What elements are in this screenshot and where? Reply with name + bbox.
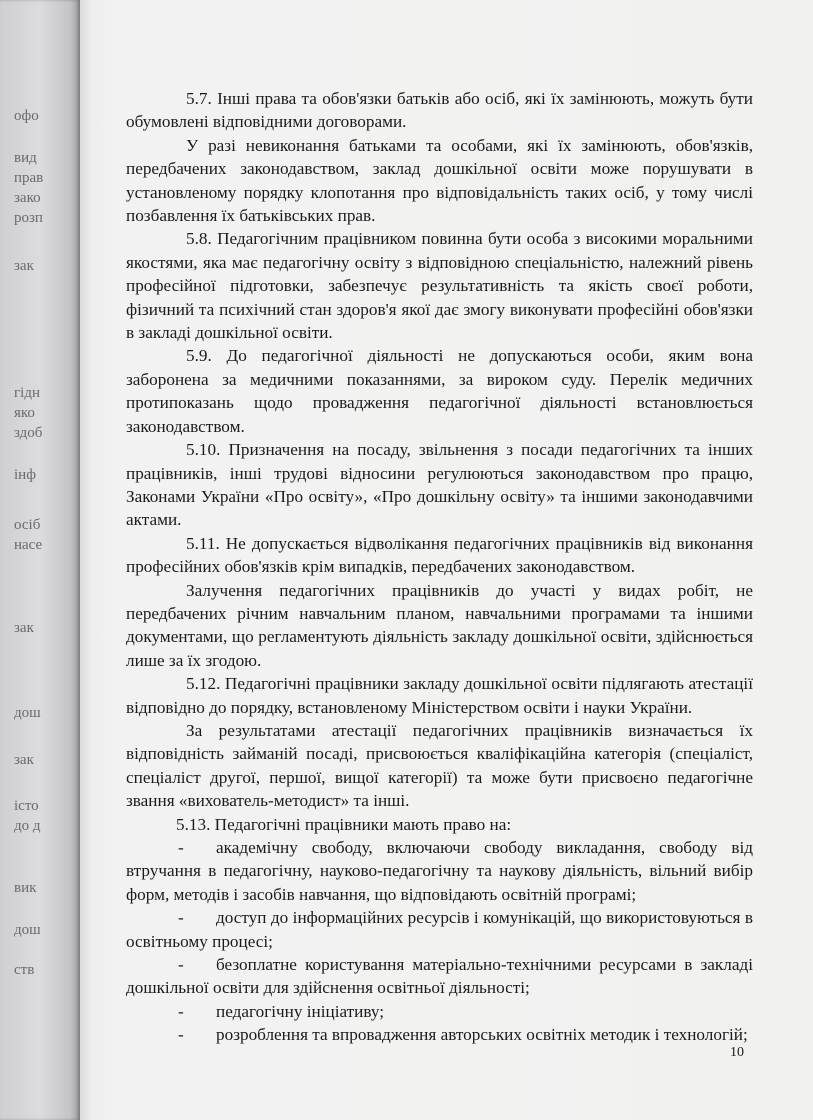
left-page-fragment: офо xyxy=(14,108,39,124)
left-page-fragment: вик xyxy=(14,880,37,896)
previous-page-edge xyxy=(0,0,80,1120)
paragraph: 5.10. Призначення на посаду, звільнення з посади педагогічних та інших працівників, інші трудові відносини регулюються законодавством про працю, Законами України «Про освіту», «Про дошкільну освіту» та іншими законодавчими актами. xyxy=(126,440,753,530)
list-item xyxy=(126,836,753,906)
left-page-fragment: гідн xyxy=(14,385,40,401)
left-page-fragment: дош xyxy=(14,922,41,938)
left-page-fragment: прав xyxy=(14,170,44,186)
list-item xyxy=(126,1023,753,1046)
list-item-text: безоплатне користування матеріально-технічними ресурсами в закладі дошкільної освіти для здійснення освітньої діяльності; xyxy=(126,955,753,998)
paragraph: Залучення педагогічних працівників до участі у видах робіт, не передбачених річним навчальним планом, навчальними програмами та іншими документами, що регламентують діяльність закладу дошкільної освіти, здійснюється лише за їх згодою. xyxy=(126,580,753,670)
list-dash: - xyxy=(178,908,184,928)
paragraph: 5.7. Інші права та обов'язки батьків або осіб, які їх замінюють, можуть бути обумовлені відповідними договорами. xyxy=(126,89,753,132)
left-page-fragment: здоб xyxy=(14,425,43,441)
list-dash: - xyxy=(178,838,184,857)
left-page-fragment: до д xyxy=(14,818,41,834)
list-dash: - xyxy=(178,1001,184,1021)
page-number: 10 xyxy=(730,1045,744,1060)
left-page-fragment: зак xyxy=(14,258,34,274)
document-body xyxy=(126,87,753,1047)
paragraph: 5.12. Педагогічні працівники закладу дошкільної освіти підлягають атестації відповідно до порядку, встановленому Міністерством освіти і науки України. xyxy=(126,674,753,717)
list-item xyxy=(126,1000,753,1023)
paragraph: У разі невиконання батьками та особами, які їх замінюють, обов'язків, передбачених законодавством, заклад дошкільної освіти може порушувати в установленому порядку клопотання про відповідальність таких осіб, у тому числі позбавлення їх батьківських прав. xyxy=(126,135,753,226)
list-item xyxy=(126,906,753,953)
list-item-text: академічну свободу, включаючи свободу викладання, свободу від втручання в педагогічну, науково-педагогічну та наукову діяльність, вільний вибір форм, методів і засобів навчання, що відповідають освітній програмі; xyxy=(126,838,753,904)
left-page-fragment: яко xyxy=(14,405,35,421)
left-page-fragment: зако xyxy=(14,190,41,206)
list-dash: - xyxy=(178,955,184,975)
left-page-fragment: розп xyxy=(14,210,43,226)
left-page-fragment: вид xyxy=(14,150,37,166)
left-page-fragment: істо xyxy=(14,798,39,814)
paragraph: За результатами атестації педагогічних працівників визначається їх відповідність займаній посаді, присвоюється кваліфікаційна категорія (спеціаліст, спеціаліст другої, першої, вищої категорії) та може бути присвоєно педагогічне звання «вихователь-методист» та інші. xyxy=(126,720,753,811)
list-item xyxy=(126,953,753,1000)
left-page-fragment: зак xyxy=(14,752,34,768)
left-page-fragment: дош xyxy=(14,705,41,721)
list-item-text: доступ до інформаційних ресурсів і комунікацій, що використовуються в освітньому процесі; xyxy=(126,908,753,951)
list-item-text: педагогічну ініціативу; xyxy=(216,1001,385,1021)
left-page-fragment: зак xyxy=(14,620,34,636)
paragraph: 5.11. Не допускається відволікання педагогічних працівників від виконання професійних обов'язків крім випадків, передбачених законодавством. xyxy=(126,533,753,577)
left-page-fragment: інф xyxy=(14,467,36,483)
list-dash: - xyxy=(178,1025,184,1045)
left-page-fragment: ств xyxy=(14,962,35,978)
paragraph: 5.13. Педагогічні працівники мають право на: xyxy=(176,814,512,834)
list-item-text: розроблення та впровадження авторських освітніх методик і технологій; xyxy=(216,1025,748,1045)
paragraph: 5.8. Педагогічним працівником повинна бути особа з високими моральними якостями, яка має педагогічну освіту з відповідною спеціальністю, належний рівень професійної підготовки, забезпечує результативність та якість своєї роботи, фізичний та психічний стан здоров'я якої дає змогу виконувати професійні обов'язки в закладі дошкільної освіти. xyxy=(126,229,753,343)
left-page-fragment: осіб xyxy=(14,517,41,533)
left-page-fragment: насе xyxy=(14,537,43,553)
paragraph: 5.9. До педагогічної діяльності не допускаються особи, яким вона заборонена за медичними показаннями, за вироком суду. Перелік медичних протипоказань щодо провадження педагогічної діяльності встановлюється законодавством. xyxy=(126,346,753,436)
